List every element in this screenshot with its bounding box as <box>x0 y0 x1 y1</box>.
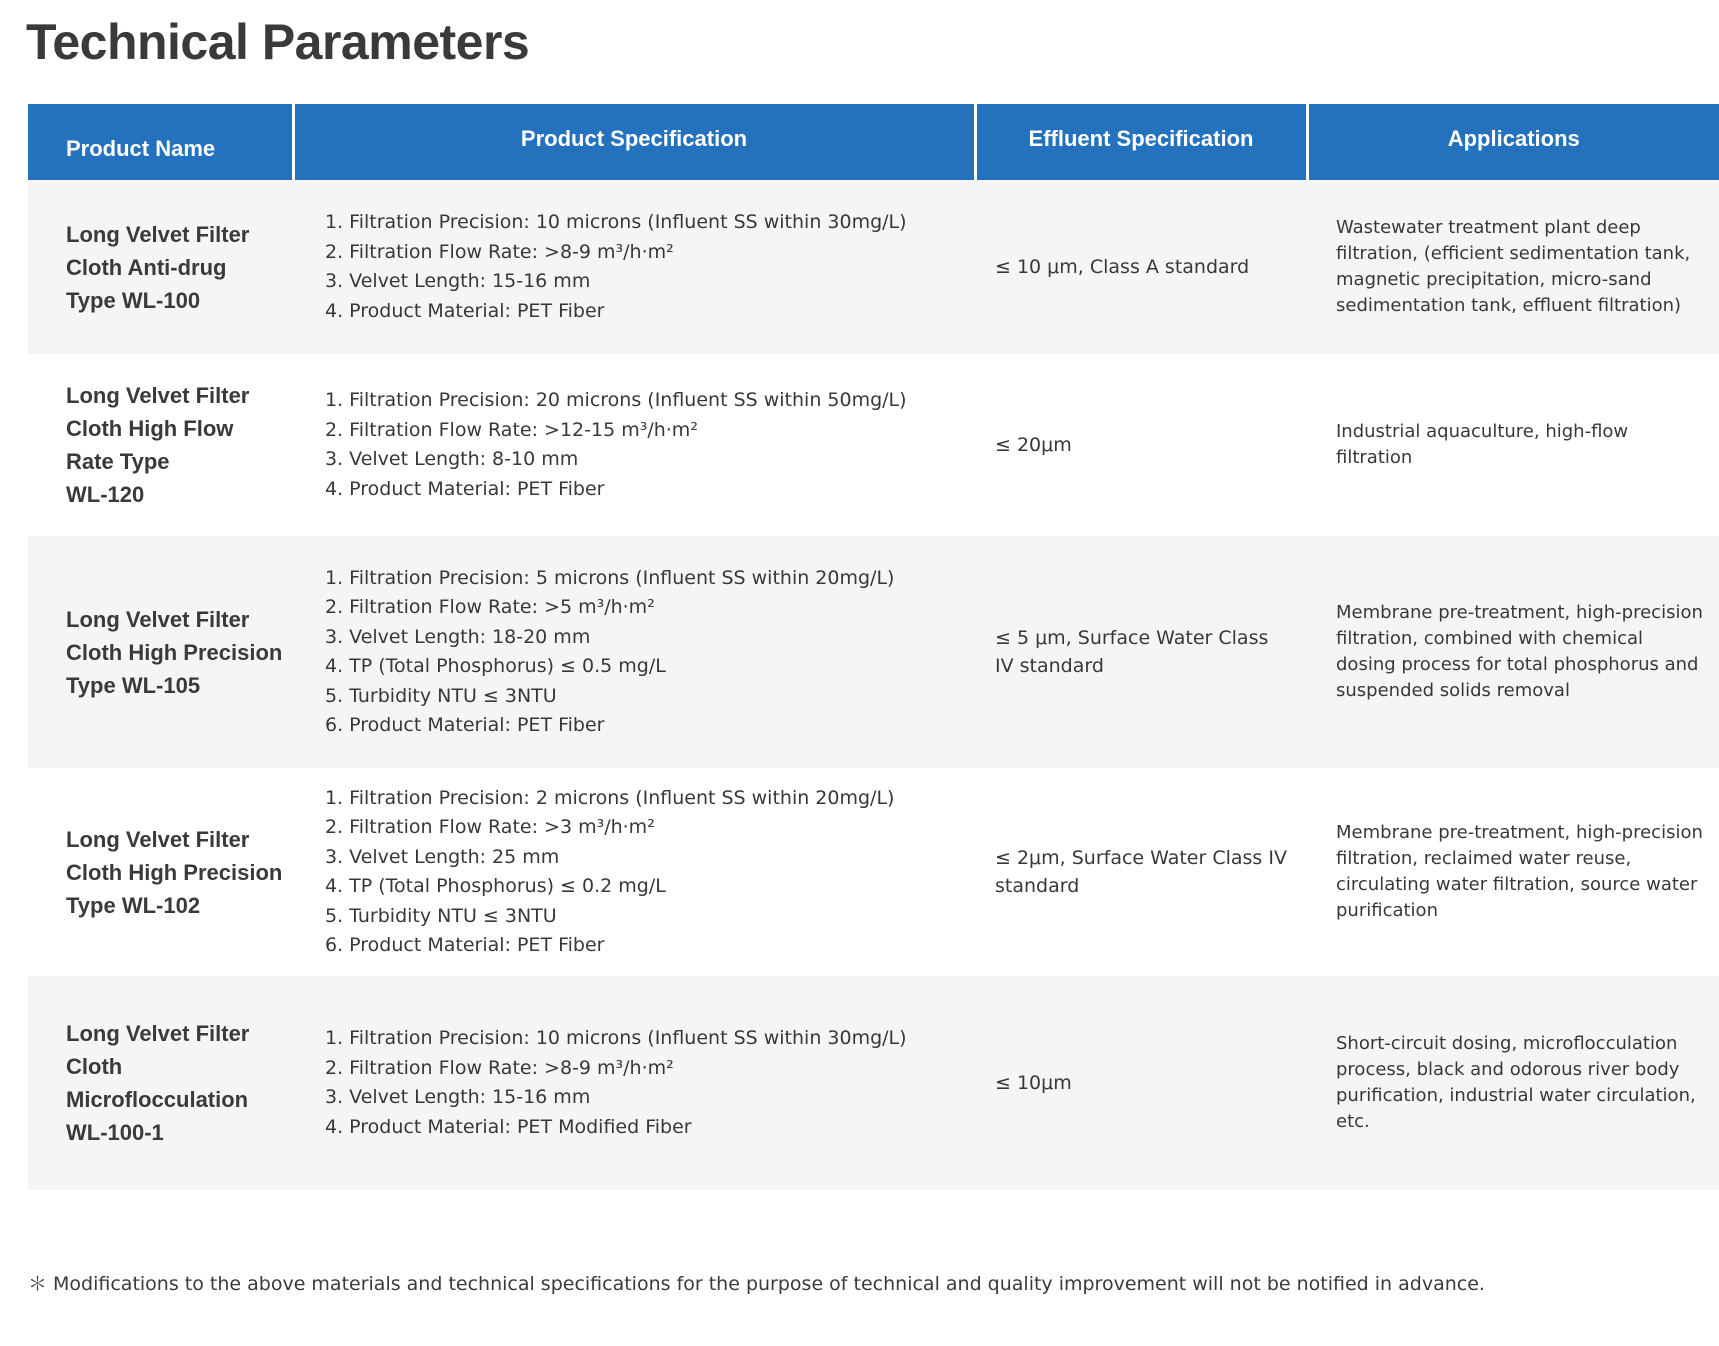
spec-item: 2. Filtration Flow Rate: >8-9 m³/h·m² <box>325 1056 674 1079</box>
table-row <box>28 354 1719 536</box>
product-name-line: Microflocculation <box>66 1087 249 1112</box>
spec-item: 3. Velvet Length: 15-16 mm <box>325 270 591 292</box>
product-name-line: Cloth High Precision <box>66 639 283 665</box>
product-name-line: Cloth High Flow <box>66 416 234 441</box>
spec-item: 5. Turbidity NTU ≤ 3NTU <box>325 684 557 707</box>
table-row <box>28 768 1719 976</box>
page-title: Technical Parameters <box>26 14 530 70</box>
header-product-specification: Product Specification <box>293 104 975 180</box>
product-name-line: Cloth High Precision <box>66 859 283 885</box>
applications-cell: Industrial aquaculture, high-flow filtration <box>1307 354 1719 536</box>
product-name-cell <box>28 536 293 768</box>
product-name-line: Cloth Anti-drug <box>66 254 227 280</box>
header-effluent-specification: Effluent Specification <box>975 104 1307 180</box>
product-name-cell <box>28 976 293 1190</box>
spec-item: 6. Product Material: PET Fiber <box>325 934 605 956</box>
product-name-line: Long Velvet Filter <box>66 606 250 632</box>
spec-item: 3. Velvet Length: 18-20 mm <box>325 625 591 648</box>
product-name-cell <box>28 180 293 354</box>
spec-item: 4. Product Material: PET Fiber <box>325 477 605 500</box>
effluent-spec-cell: ≤ 10μm <box>975 976 1307 1190</box>
product-name-line: Type WL-102 <box>66 892 201 918</box>
spec-item: 4. Product Material: PET Modified Fiber <box>325 1115 692 1138</box>
spec-item: 4. TP (Total Phosphorus) ≤ 0.2 mg/L <box>325 875 666 897</box>
product-spec-cell <box>293 536 975 768</box>
product-name-line: Long Velvet Filter <box>66 826 250 852</box>
table-header-row <box>28 104 1719 180</box>
product-name-line: Type WL-105 <box>66 672 201 698</box>
spec-item: 3. Velvet Length: 15-16 mm <box>325 1086 591 1108</box>
table-row <box>28 180 1719 354</box>
spec-item: 3. Velvet Length: 8-10 mm <box>325 448 579 470</box>
product-name-line: Type WL-100 <box>66 287 201 313</box>
product-spec-cell <box>293 180 975 354</box>
applications-cell: Wastewater treatment plant deep filtration, (efficient sedimentation tank, magnetic precipitation, micro-sand sedimentation tank, effluent filtration) <box>1307 180 1719 354</box>
product-name-line: Rate Type <box>66 449 170 474</box>
product-spec-cell <box>293 976 975 1190</box>
spec-item: 2. Filtration Flow Rate: >12-15 m³/h·m² <box>325 418 698 441</box>
effluent-spec-cell: ≤ 2μm, Surface Water Class IV standard <box>975 768 1307 976</box>
product-name-line: Long Velvet Filter <box>66 221 250 247</box>
product-spec-cell <box>293 768 975 976</box>
spec-item: 4. TP (Total Phosphorus) ≤ 0.5 mg/L <box>325 655 666 677</box>
header-applications: Applications <box>1307 104 1719 180</box>
product-name-line: WL-100-1 <box>66 1120 164 1145</box>
product-name-cell <box>28 768 293 976</box>
spec-item: 3. Velvet Length: 25 mm <box>325 845 560 868</box>
applications-cell: Short-circuit dosing, microflocculation process, black and odorous river body purification, industrial water circulation, etc. <box>1307 976 1719 1190</box>
product-spec-cell <box>293 354 975 536</box>
applications-cell: Membrane pre-treatment, high-precision filtration, combined with chemical dosing process for total phosphorus and suspended solids removal <box>1307 536 1719 768</box>
effluent-spec-cell: ≤ 5 μm, Surface Water Class IV standard <box>975 536 1307 768</box>
product-name-line: WL-120 <box>66 482 145 507</box>
table-row <box>28 976 1719 1190</box>
technical-parameters-table <box>28 104 1719 1190</box>
product-name-cell <box>28 354 293 536</box>
spec-item: 1. Filtration Precision: 5 microns (Influent SS within 20mg/L) <box>325 566 895 589</box>
spec-item: 2. Filtration Flow Rate: >5 m³/h·m² <box>325 596 655 618</box>
product-name-line: Long Velvet Filter <box>66 383 250 408</box>
spec-item: 1. Filtration Precision: 10 microns (Influent SS within 30mg/L) <box>325 1027 907 1049</box>
spec-item: 1. Filtration Precision: 2 microns (Influent SS within 20mg/L) <box>325 786 895 809</box>
spec-item: 4. Product Material: PET Fiber <box>325 299 605 322</box>
table-row <box>28 536 1719 768</box>
spec-item: 1. Filtration Precision: 10 microns (Influent SS within 30mg/L) <box>325 211 907 233</box>
spec-item: 2. Filtration Flow Rate: >8-9 m³/h·m² <box>325 240 674 263</box>
applications-cell: Membrane pre-treatment, high-precision filtration, reclaimed water reuse, circulating water filtration, source water purification <box>1307 768 1719 976</box>
footnote: ＊ Modifications to the above materials and technical specifications for the purpose of technical and quality improvement will not be notified in advance. <box>28 1273 1485 1295</box>
spec-item: 1. Filtration Precision: 20 microns (Influent SS within 50mg/L) <box>325 389 907 411</box>
spec-item: 6. Product Material: PET Fiber <box>325 714 605 736</box>
effluent-spec-cell: ≤ 20μm <box>975 354 1307 536</box>
spec-item: 2. Filtration Flow Rate: >3 m³/h·m² <box>325 816 655 838</box>
effluent-spec-cell: ≤ 10 μm, Class A standard <box>975 180 1307 354</box>
product-name-line: Long Velvet Filter Cloth <box>66 1021 250 1079</box>
header-product-name: Product Name <box>28 104 293 180</box>
spec-item: 5. Turbidity NTU ≤ 3NTU <box>325 904 557 927</box>
